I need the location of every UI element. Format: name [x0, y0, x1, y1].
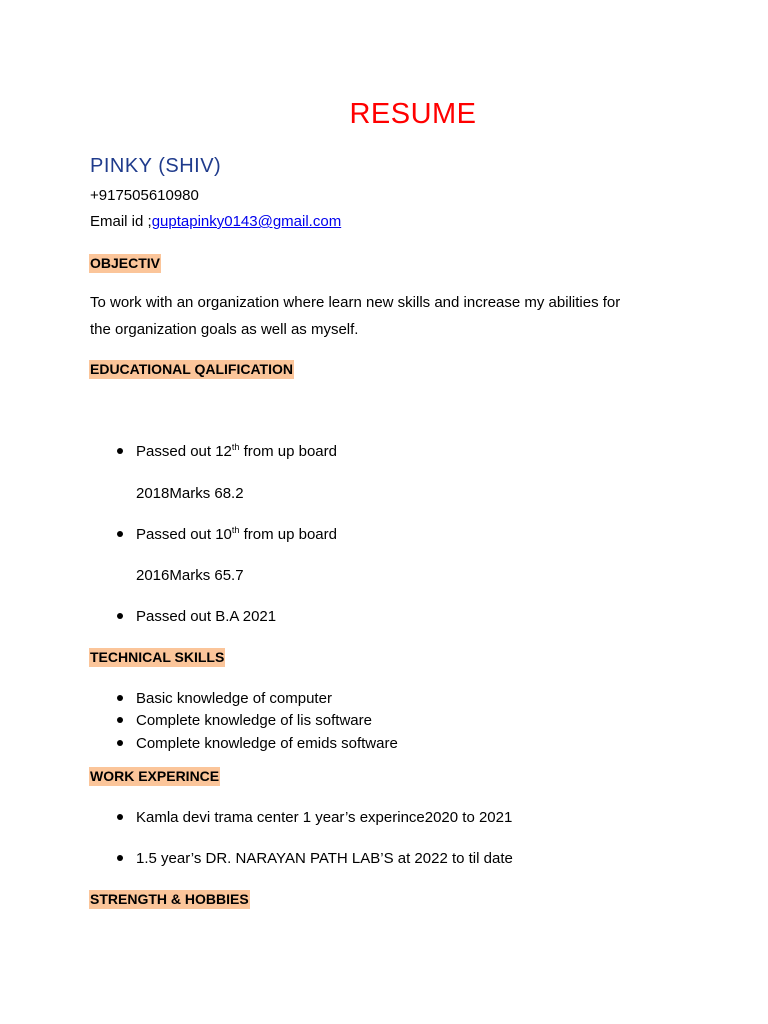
work-item: Kamla devi trama center 1 year’s experince2020 to 2021 [136, 809, 513, 826]
document-title: RESUME [349, 98, 477, 130]
bullet-icon [117, 740, 123, 746]
bullet-icon [117, 814, 123, 820]
phone-number: +917505610980 [90, 187, 199, 204]
skill-item: Complete knowledge of emids software [136, 735, 398, 752]
education-item: Passed out 12th from up board [136, 442, 337, 460]
work-heading: WORK EXPERINCE [90, 768, 220, 784]
education-item: Passed out 10th from up board [136, 525, 337, 543]
bullet-icon [117, 717, 123, 723]
bullet-icon [117, 448, 123, 454]
skill-item: Basic knowledge of computer [136, 690, 332, 707]
bullet-icon [117, 531, 123, 537]
objective-heading: OBJECTIV [90, 255, 161, 271]
bullet-icon [117, 613, 123, 619]
strength-heading: STRENGTH & HOBBIES [90, 891, 249, 907]
work-item: 1.5 year’s DR. NARAYAN PATH LAB’S at 2022 to til date [136, 850, 513, 867]
education-item: Passed out B.A 2021 [136, 608, 277, 625]
email-label: Email id ; [90, 213, 152, 230]
candidate-name: PINKY (SHIV) [90, 155, 222, 177]
email-link[interactable]: guptapinky0143@gmail.com [151, 213, 342, 230]
bullet-icon [117, 695, 123, 701]
education-heading: EDUCATIONAL QALIFICATION [90, 361, 293, 377]
bullet-icon [117, 855, 123, 861]
objective-line-1: To work with an organization where learn new skills and increase my abilities for [90, 294, 621, 311]
education-detail: 2018Marks 68.2 [136, 485, 244, 502]
skill-item: Complete knowledge of lis software [136, 712, 372, 729]
skills-heading: TECHNICAL SKILLS [90, 649, 225, 665]
education-detail: 2016Marks 65.7 [136, 567, 244, 584]
email-line [90, 212, 341, 232]
objective-line-2: the organization goals as well as myself. [90, 321, 359, 338]
